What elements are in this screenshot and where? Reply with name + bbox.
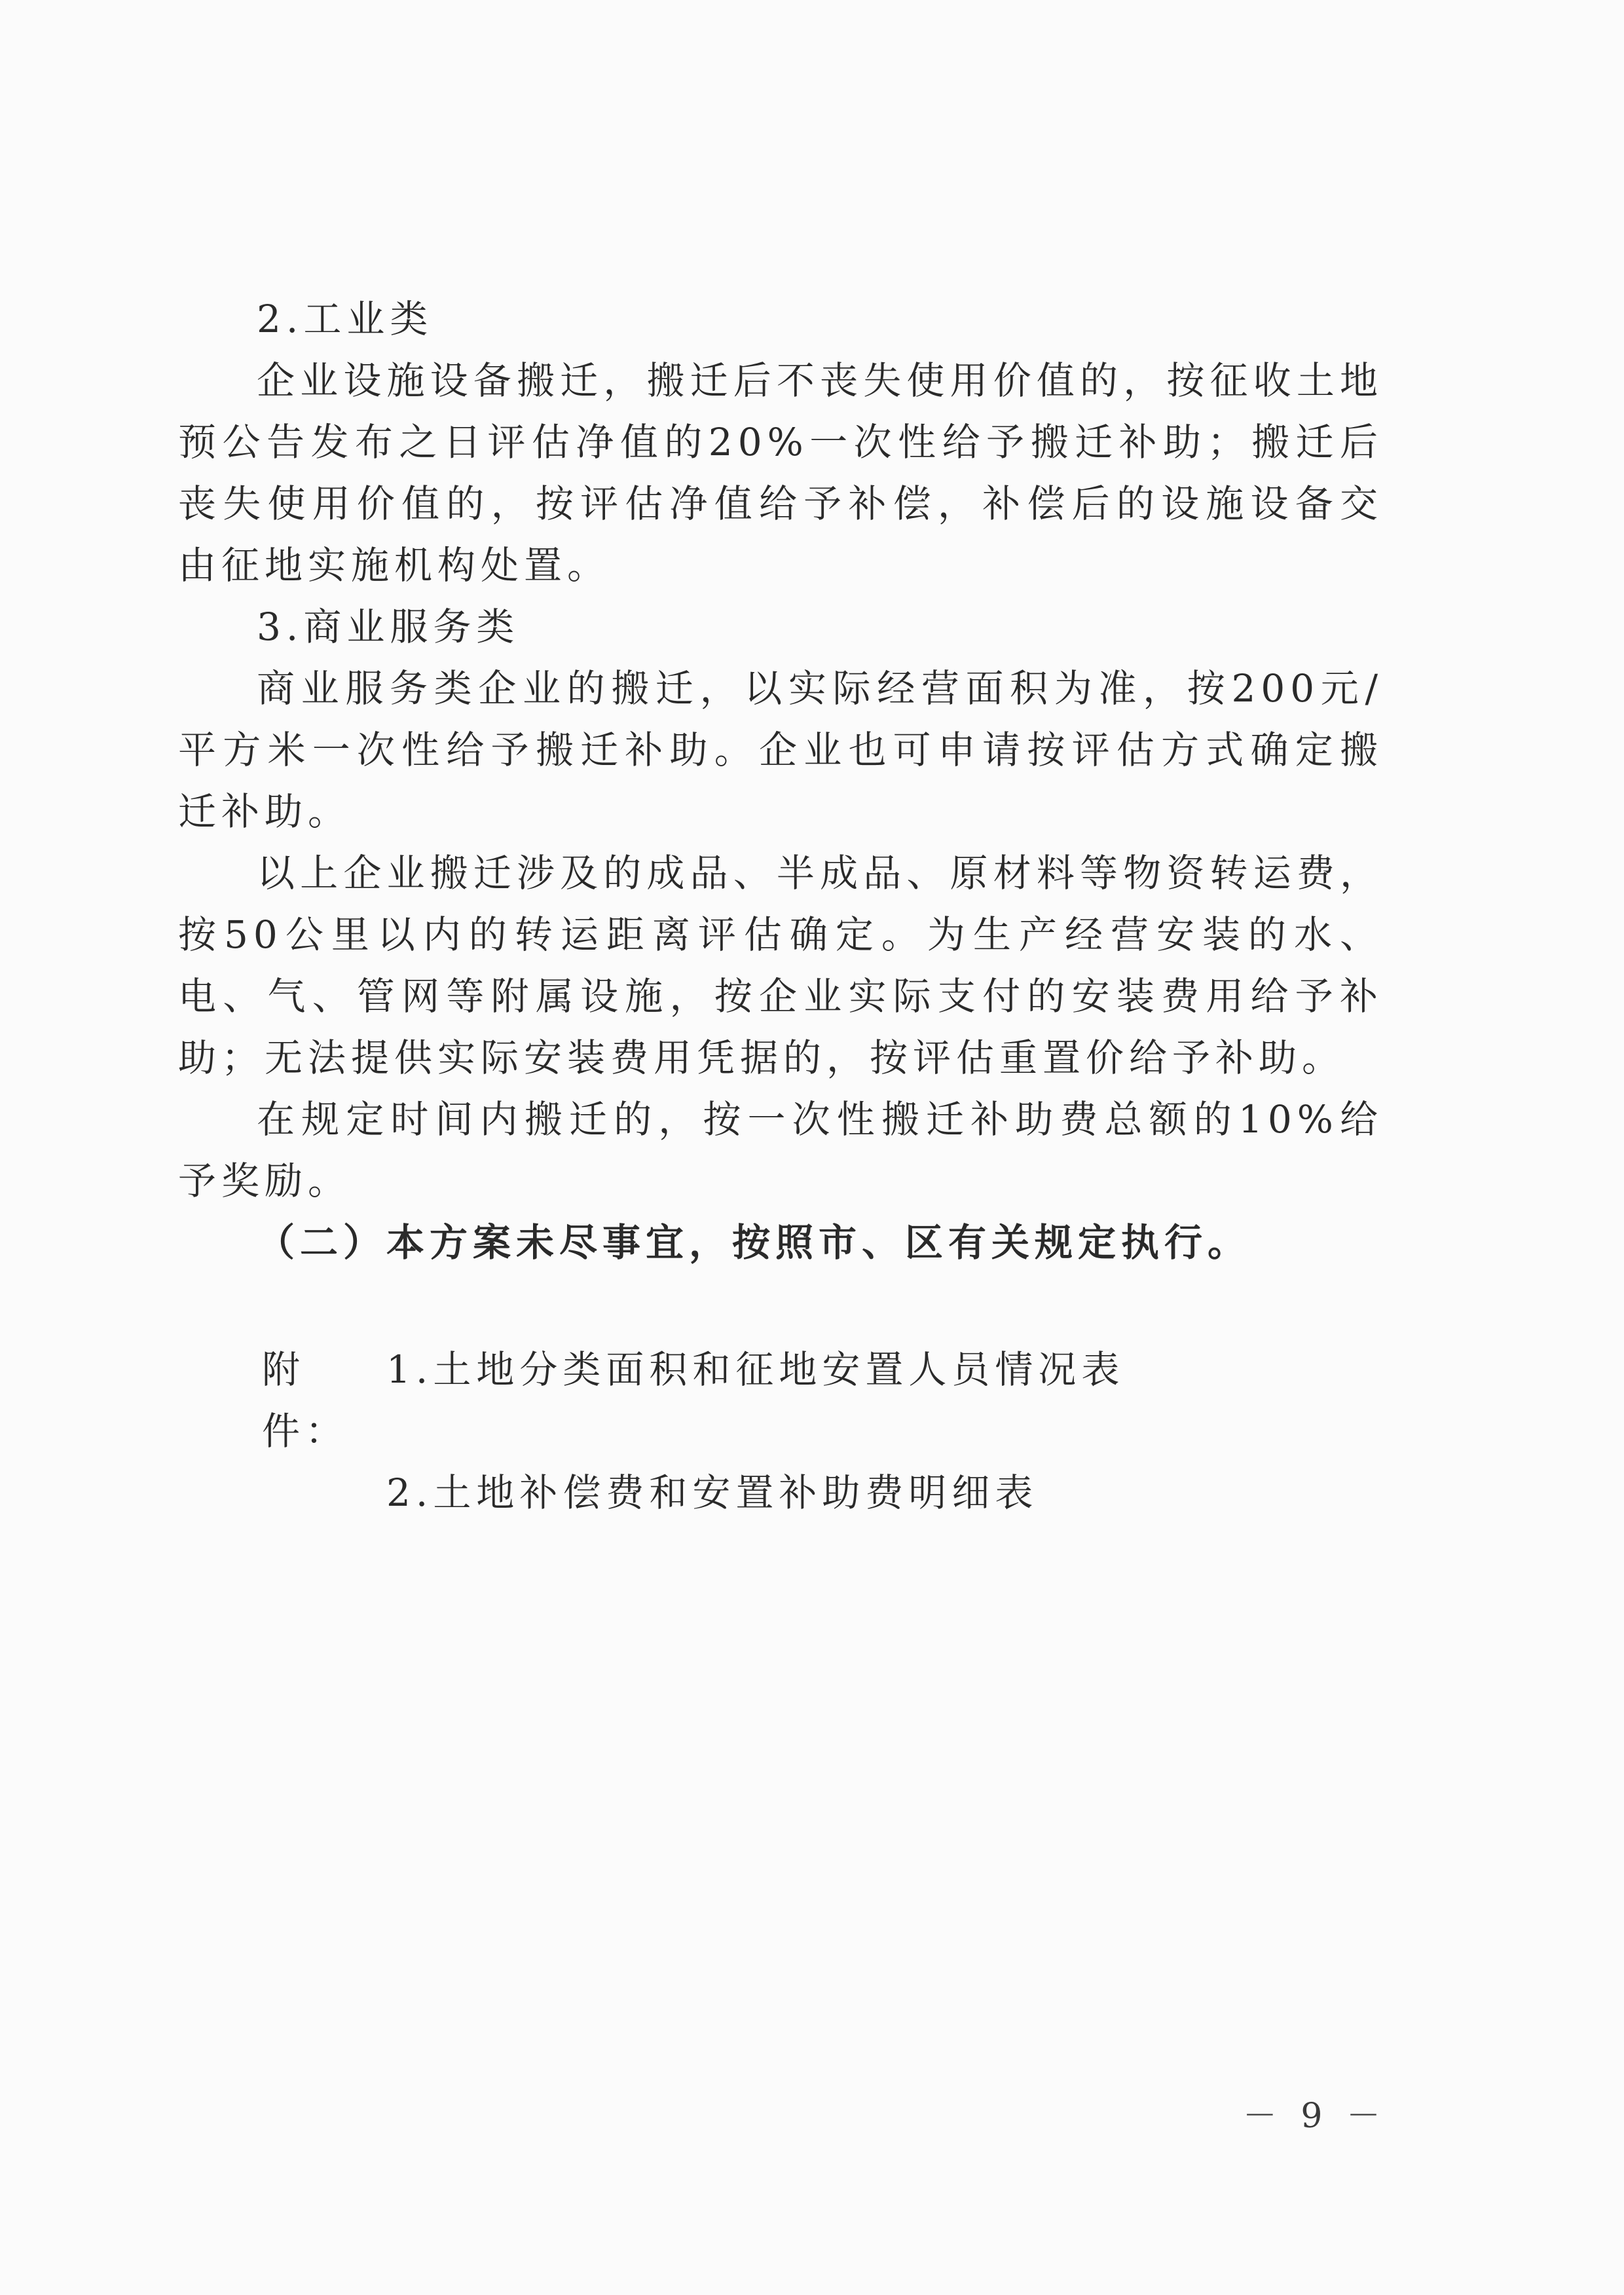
attachments-label: 附件： bbox=[262, 1347, 349, 1453]
paragraph-commercial-relocation: 商业服务类企业的搬迁，以实际经营面积为准，按200元/平方米一次性给予搬迁补助。企业也可申请按评估方式确定搬迁补助。 bbox=[178, 666, 1383, 834]
attachment-item-1: 1.土地分类面积和征地安置人员情况表 bbox=[386, 1347, 1125, 1392]
document-body bbox=[178, 288, 1383, 1523]
attachment-item bbox=[262, 1339, 1383, 1462]
attachment-item bbox=[386, 1462, 1383, 1523]
paragraph-reward: 在规定时间内搬迁的，按一次性搬迁补助费总额的10%给予奖励。 bbox=[178, 1097, 1383, 1203]
page-number: － 9 － bbox=[1242, 2097, 1387, 2136]
section-heading-industrial: 2.工业类 bbox=[257, 297, 434, 341]
section-heading-commercial: 3.商业服务类 bbox=[257, 605, 520, 649]
paragraph-industrial-relocation: 企业设施设备搬迁，搬迁后不丧失使用价值的，按征收土地预公告发布之日评估净值的20%一次性给予搬迁补助；搬迁后丧失使用价值的，按评估净值给予补偿，补偿后的设施设备交由征地实施机构处置。 bbox=[178, 358, 1383, 588]
attachment-item-2: 2.土地补偿费和安置补助费明细表 bbox=[386, 1470, 1039, 1515]
paragraph-material-transport: 以上企业搬迁涉及的成品、半成品、原材料等物资转运费，按50公里以内的转运距离评估确定。为生产经营安装的水、电、气、管网等附属设施，按企业实际支付的安装费用给予补助；无法提供实际安装费用凭据的，按评估重置价给予补助。 bbox=[178, 851, 1383, 1080]
clause-two: （二）本方案未尽事宜，按照市、区有关规定执行。 bbox=[257, 1220, 1251, 1265]
attachments-list bbox=[178, 1339, 1383, 1523]
